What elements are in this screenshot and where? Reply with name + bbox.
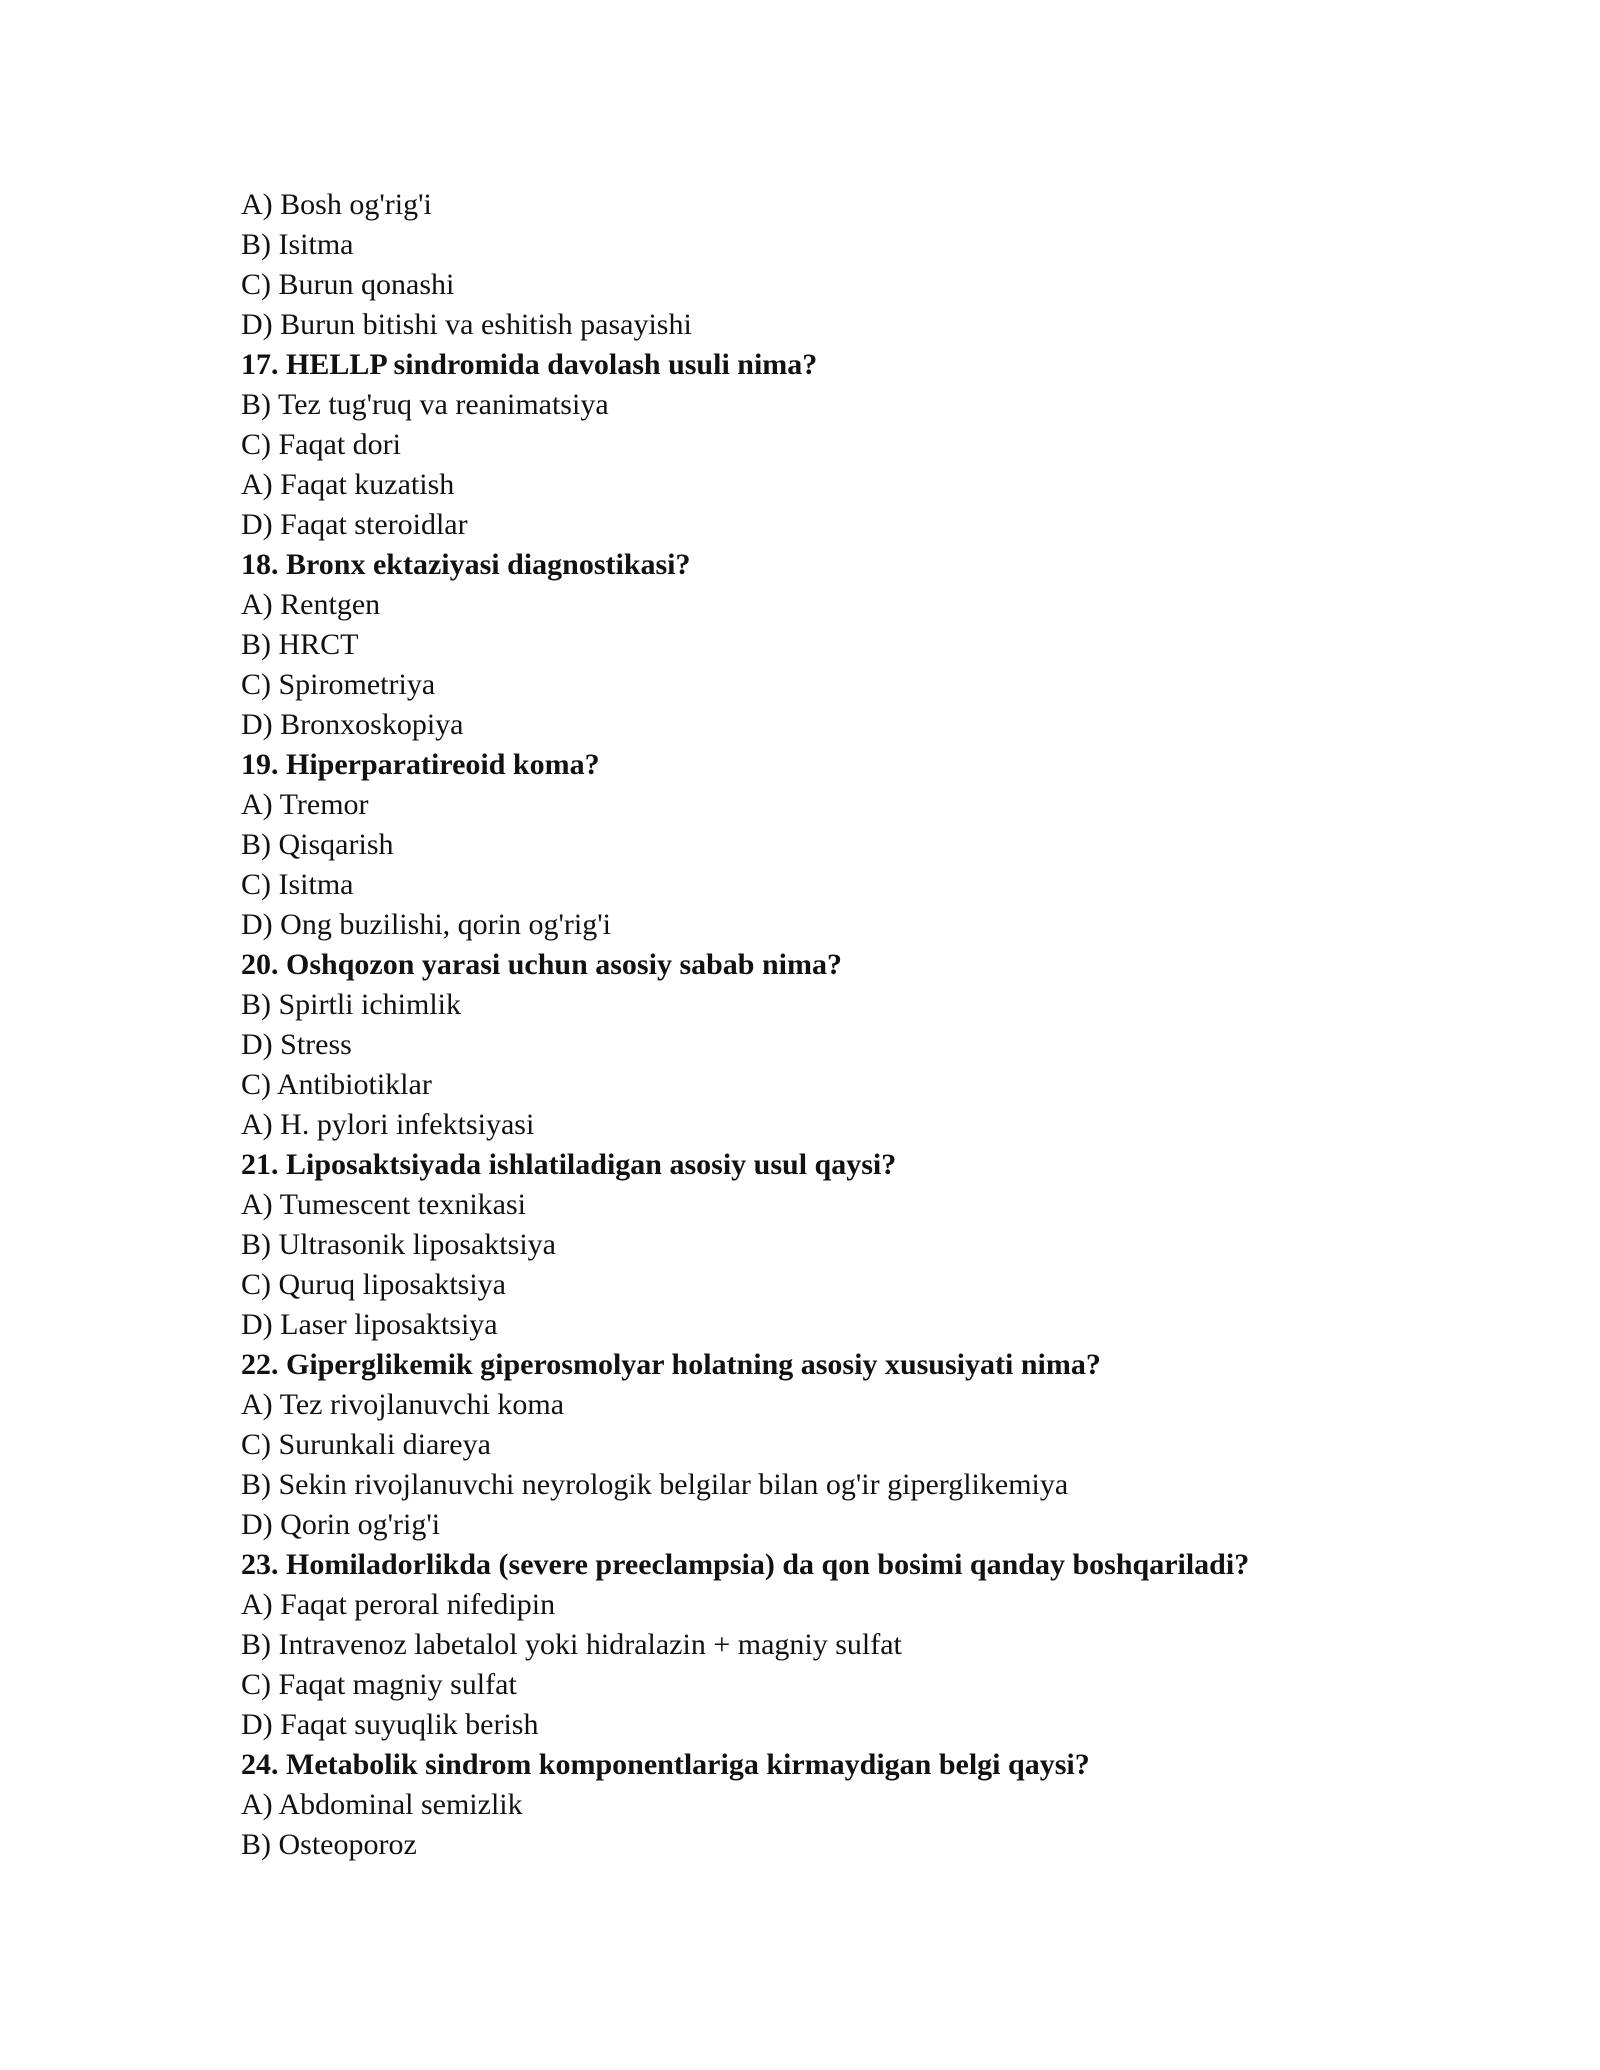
- answer-option: B) Intravenoz labetalol yoki hidralazin + magniy sulfat: [241, 1628, 902, 1661]
- answer-option: C) Surunkali diareya: [241, 1428, 491, 1461]
- answer-option: A) Rentgen: [241, 588, 381, 621]
- answer-option: B) Isitma: [241, 228, 354, 261]
- answer-option: A) Abdominal semizlik: [241, 1788, 523, 1821]
- answer-option: C) Isitma: [241, 868, 354, 901]
- answer-option: D) Burun bitishi va eshitish pasayishi: [241, 308, 692, 341]
- answer-option: B) HRCT: [241, 628, 359, 661]
- question-heading: 22. Giperglikemik giperosmolyar holatning asosiy xususiyati nima?: [241, 1348, 1101, 1381]
- answer-option: B) Spirtli ichimlik: [241, 988, 462, 1021]
- answer-option: B) Tez tug'ruq va reanimatsiya: [241, 388, 609, 421]
- question-heading: 18. Bronx ektaziyasi diagnostikasi?: [241, 548, 691, 581]
- question-heading: 24. Metabolik sindrom komponentlariga kirmaydigan belgi qaysi?: [241, 1748, 1090, 1781]
- question-heading: 23. Homiladorlikda (severe preeclampsia) da qon bosimi qanday boshqariladi?: [241, 1548, 1250, 1581]
- answer-option: A) Tremor: [241, 788, 369, 821]
- answer-option: A) Tez rivojlanuvchi koma: [241, 1388, 565, 1421]
- question-heading: 21. Liposaktsiyada ishlatiladigan asosiy usul qaysi?: [241, 1148, 897, 1181]
- answer-option: B) Qisqarish: [241, 828, 394, 861]
- answer-option: D) Bronxoskopiya: [241, 708, 464, 741]
- answer-option: D) Faqat steroidlar: [241, 508, 468, 541]
- answer-option: A) Faqat kuzatish: [241, 468, 455, 501]
- answer-option: A) Faqat peroral nifedipin: [241, 1588, 556, 1621]
- answer-option: A) Tumescent texnikasi: [241, 1188, 526, 1221]
- answer-option: C) Faqat dori: [241, 428, 401, 461]
- question-heading: 17. HELLP sindromida davolash usuli nima?: [241, 348, 818, 381]
- answer-option: D) Stress: [241, 1028, 352, 1061]
- answer-option: D) Faqat suyuqlik berish: [241, 1708, 539, 1741]
- quiz-content: [241, 185, 1441, 1865]
- answer-option: D) Ong buzilishi, qorin og'rig'i: [241, 908, 611, 941]
- answer-option: B) Osteoporoz: [241, 1828, 417, 1861]
- answer-option: B) Ultrasonik liposaktsiya: [241, 1228, 556, 1261]
- answer-option: C) Quruq liposaktsiya: [241, 1268, 506, 1301]
- question-heading: 19. Hiperparatireoid koma?: [241, 748, 600, 781]
- question-heading: 20. Oshqozon yarasi uchun asosiy sabab nima?: [241, 948, 842, 981]
- answer-option: C) Antibiotiklar: [241, 1068, 432, 1101]
- answer-option: C) Spirometriya: [241, 668, 436, 701]
- answer-option: D) Laser liposaktsiya: [241, 1308, 498, 1341]
- answer-option: A) Bosh og'rig'i: [241, 188, 432, 221]
- answer-option: C) Faqat magniy sulfat: [241, 1668, 517, 1701]
- answer-option: D) Qorin og'rig'i: [241, 1508, 441, 1541]
- answer-option: A) H. pylori infektsiyasi: [241, 1108, 535, 1141]
- answer-option: B) Sekin rivojlanuvchi neyrologik belgilar bilan og'ir giperglikemiya: [241, 1468, 1069, 1501]
- answer-option: C) Burun qonashi: [241, 268, 455, 301]
